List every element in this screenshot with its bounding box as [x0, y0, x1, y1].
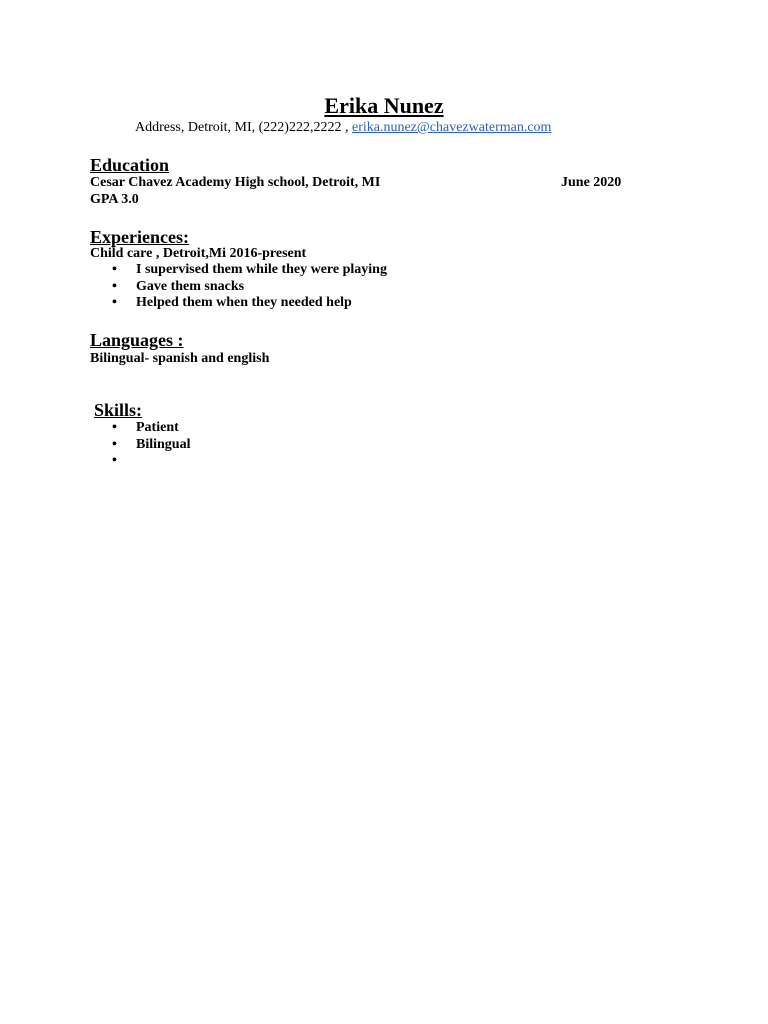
contact-line [135, 119, 551, 137]
bullet-icon: • [112, 453, 117, 468]
skills-heading: Skills: [94, 400, 143, 420]
bullet-text: Helped them when they needed help [136, 295, 352, 310]
email-link[interactable]: erika.nunez@chavezwaterman.com [351, 120, 552, 135]
experience-job: Child care , Detroit,Mi 2016-present [90, 246, 307, 261]
experiences-heading: Experiences: [90, 227, 189, 247]
bullet-icon: • [112, 262, 117, 277]
bullet-icon: • [112, 436, 117, 452]
candidate-name: Erika Nunez [324, 93, 444, 118]
bullet-text: Patient [136, 420, 179, 435]
contact-address-phone: Address, Detroit, MI, (222)222,2222 , [135, 120, 352, 135]
bullet-text: Gave them snacks [136, 278, 245, 294]
education-gpa: GPA 3.0 [90, 192, 139, 207]
education-date: June 2020 [561, 175, 622, 190]
languages-text: Bilingual- spanish and english [90, 351, 270, 366]
bullet-text: Bilingual [136, 436, 191, 452]
education-heading: Education [90, 155, 170, 175]
languages-heading: Languages : [90, 330, 184, 350]
bullet-icon: • [112, 278, 117, 294]
bullet-icon: • [112, 295, 117, 310]
bullet-text: I supervised them while they were playing [136, 262, 387, 277]
education-school: Cesar Chavez Academy High school, Detroit, MI [90, 175, 381, 190]
bullet-icon: • [112, 420, 117, 435]
